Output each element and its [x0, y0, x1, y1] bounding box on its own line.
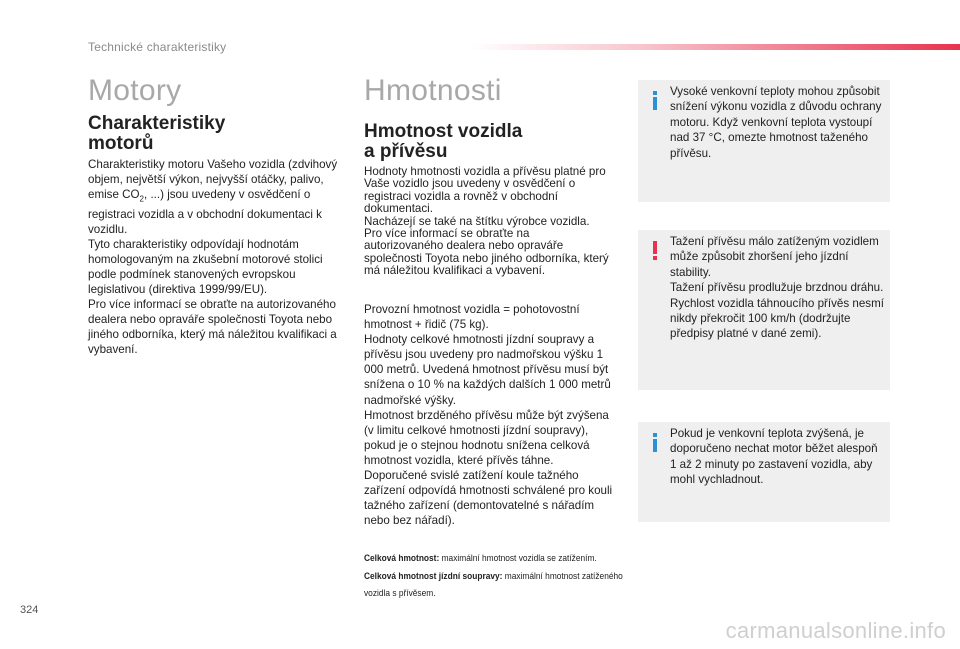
warning-line: Tažení přívěsu prodlužuje brzdnou dráhu.: [670, 281, 884, 295]
header-accent-bar: [470, 44, 960, 50]
subheading-vehicle-trailer-weight: [364, 122, 624, 162]
weight-paragraph: Doporučené svislé zatížení koule tažného zařízení odpovídá hmotnosti schválené pro kouli tažného zařízení (demontovatelné s nářadím nebo bez nářadí).: [364, 469, 613, 528]
subheading-line: a přívěsu: [364, 141, 448, 162]
warning-line: Rychlost vozidla táhnoucího přívěs nesmí nikdy překročit 100 km/h (dodržujte předpisy platné v dané zemi).: [670, 296, 884, 341]
warning-box-text: [670, 234, 886, 342]
weight-footnotes: [364, 550, 628, 603]
weight-paragraph: Hodnoty celkové hmotnosti jízdní soupravy a přívěsu jsou uvedeny pro nadmořskou výšku 1 000 metrů. Uvedená hmotnost přívěsu musí být snížena o 10 % na každých dalších 1 000 metrů nadmořské výšky.: [364, 333, 611, 407]
weight-paragraph: Nacházejí se také na štítku výrobce vozidla.: [364, 214, 590, 228]
info-icon: [650, 88, 660, 110]
subheading-line: motorů: [88, 133, 154, 154]
watermark: carmanualsonline.info: [725, 618, 946, 643]
warning-icon: [650, 238, 660, 260]
engine-paragraph: Pro více informací se obraťte na autorizovaného dealera nebo opraváře společnosti Toyota nebo jiného odborníka, který má náležitou kvalifikaci a vybavení.: [88, 298, 337, 357]
engine-description: [88, 157, 340, 358]
warning-box-towing: [638, 230, 890, 390]
section-heading-weights: Hmotnosti: [364, 74, 502, 107]
page-number: 324: [20, 604, 39, 616]
weight-details: [364, 302, 618, 528]
weight-paragraph: Hodnoty hmotnosti vozidla a přívěsu platné pro Vaše vozidlo jsou uvedeny v osvědčení o registraci vozidla a rovněž v obchodní dokumentaci.: [364, 165, 606, 216]
footnote-line: Celková hmotnost: maximální hmotnost vozidla se zatížením.: [364, 553, 597, 564]
info-box-cooling: [638, 422, 890, 522]
warning-line: Tažení přívěsu málo zatíženým vozidlem může způsobit zhoršení jeho jízdní stability.: [670, 235, 879, 279]
subheading-line: Hmotnost vozidla: [364, 121, 523, 142]
footnote-line: Celková hmotnost jízdní soupravy: maximální hmotnost zatíženého vozidla s přívěsem.: [364, 570, 623, 599]
weight-intro: [364, 166, 610, 278]
section-heading-engines: Motory: [88, 74, 182, 107]
info-icon: [650, 430, 660, 452]
weight-paragraph: Hmotnost brzděného přívěsu může být zvýšena (v limitu celkové hmotnosti jízdní soupravy), pokud je o stejnou hodnotu snížena celková hmotnost vozidla, které přívěs táhne.: [364, 408, 609, 467]
header-title: Technické charakteristiky: [88, 40, 227, 54]
subheading-line: Charakteristiky: [88, 113, 226, 134]
engine-paragraph: Charakteristiky motoru Vašeho vozidla (zdvihový objem, největší výkon, nejvyšší otáčky, palivo, emise $CO_2$, ...) jsou uvedeny v osvědčení o registraci vozidla a v obchodní dokumentaci k vozidlu.: [88, 158, 338, 236]
info-box-text: Vysoké venkovní teploty mohou způsobit snížení výkonu vozidla z důvodu ochrany motoru. Když venkovní teplota vystoupí nad 37 °C, omezte hmotnost taženého přívěsu.: [670, 85, 882, 160]
info-box-high-temperature: [638, 80, 890, 202]
engine-paragraph: Tyto charakteristiky odpovídají hodnotám homologovaným na zkušební motorové stolici podle podmínek stanovených evropskou legislativou (direktiva 1999/99/EU).: [88, 237, 323, 297]
weight-paragraph: Pro více informací se obraťte na autorizovaného dealera nebo opraváře společnosti Toyota nebo jiného odborníka, který má náležitou kvalifikaci a vybavení.: [364, 227, 609, 278]
weight-paragraph: Provozní hmotnost vozidla = pohotovostní hmotnost + řidič (75 kg).: [364, 303, 580, 332]
info-box-text: Pokud je venkovní teplota zvýšená, je doporučeno nechat motor běžet alespoň 1 až 2 minuty po zastavení vozidla, aby mohl vychladnout.: [670, 427, 878, 487]
subheading-engine-characteristics: [88, 114, 338, 154]
